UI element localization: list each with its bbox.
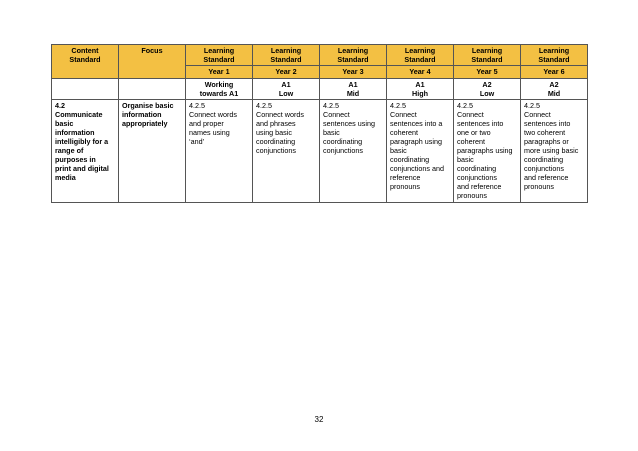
year-cell: Year 4 xyxy=(387,66,454,79)
cell-text-line: Connect xyxy=(323,110,350,119)
cell-text-line: coordinating xyxy=(524,155,564,164)
learning-standard-header: Learning Standard xyxy=(186,45,253,66)
cell-text-line: basic xyxy=(390,146,407,155)
level-line: Low xyxy=(479,89,495,98)
learning-standard-header: Learning Standard xyxy=(387,45,454,66)
learning-standard-cell xyxy=(320,100,387,203)
level-cell xyxy=(521,79,588,100)
cell-text-line: basic xyxy=(55,119,74,128)
cell-text-line: 4.2.5 xyxy=(256,101,272,110)
cell-text-line: 4.2.5 xyxy=(457,101,473,110)
cell-text-line: conjunctions and xyxy=(390,164,444,173)
level-line: Low xyxy=(278,89,294,98)
learning-standard-cell xyxy=(521,100,588,203)
learning-standard-cell xyxy=(186,100,253,203)
cell-text-line: coordinating xyxy=(323,137,363,146)
learning-standard-header: Learning Standard xyxy=(454,45,521,66)
cell-text-line: 4.2.5 xyxy=(323,101,339,110)
cell-text-line: pronouns xyxy=(457,191,487,200)
level-cell xyxy=(454,79,521,100)
cell-text-line: coherent xyxy=(457,137,485,146)
learning-standards-table xyxy=(51,44,588,203)
level-line: Working xyxy=(204,80,234,89)
level-line: A2 xyxy=(482,80,492,89)
learning-standard-cell xyxy=(387,100,454,203)
cell-text-line: 4.2 xyxy=(55,101,65,110)
content-standard-header: Content Standard xyxy=(52,45,119,79)
cell-text-line: coordinating xyxy=(390,155,430,164)
cell-text-line: 4.2.5 xyxy=(189,101,205,110)
learning-standard-cell xyxy=(454,100,521,203)
year-cell: Year 1 xyxy=(186,66,253,79)
level-line: towards A1 xyxy=(199,89,239,98)
cell-text-line: Connect words xyxy=(189,110,237,119)
learning-standard-header: Learning Standard xyxy=(253,45,320,66)
level-line: High xyxy=(412,89,428,98)
cell-text-line: intelligibly for a xyxy=(55,137,109,146)
cell-text-line: Connect xyxy=(457,110,484,119)
cell-text-line: Organise basic xyxy=(122,101,174,110)
learning-standard-cell xyxy=(253,100,320,203)
cell-text-line: sentences into xyxy=(457,119,504,128)
learning-standard-header: Learning Standard xyxy=(521,45,588,66)
level-line: A2 xyxy=(549,80,559,89)
cell-text-line: 4.2.5 xyxy=(390,101,406,110)
level-line: Mid xyxy=(547,89,561,98)
blank-cell xyxy=(52,79,119,100)
cell-text-line: basic xyxy=(323,128,340,137)
year-cell: Year 5 xyxy=(454,66,521,79)
cell-text-line: range of xyxy=(55,146,84,155)
cell-text-line: Connect xyxy=(524,110,551,119)
cell-text-line: Communicate xyxy=(55,110,103,119)
cell-text-line: conjunctions xyxy=(457,173,497,182)
cell-text-line: pronouns xyxy=(524,182,554,191)
cell-text-line: using basic xyxy=(256,128,292,137)
cell-text-line: purposes in xyxy=(55,155,96,164)
cell-text-line: paragraphs using xyxy=(457,146,513,155)
cell-text-line: information xyxy=(55,128,95,137)
level-cell xyxy=(387,79,454,100)
level-cell xyxy=(253,79,320,100)
cell-text-line: Connect words xyxy=(256,110,304,119)
content-row xyxy=(52,100,588,203)
cell-text-line: and proper xyxy=(189,119,224,128)
header-row xyxy=(52,45,588,66)
cell-text-line: more using basic xyxy=(524,146,579,155)
cell-text-line: paragraphs or xyxy=(524,137,569,146)
content-standard-cell xyxy=(52,100,119,203)
cell-text-line: media xyxy=(55,173,76,182)
cell-text-line: conjunctions xyxy=(323,146,363,155)
cell-text-line: conjunctions xyxy=(256,146,296,155)
cell-text-line: appropriately xyxy=(122,119,168,128)
cell-text-line: and reference xyxy=(457,182,502,191)
focus-header: Focus xyxy=(119,45,186,79)
cell-text-line: and reference xyxy=(524,173,569,182)
cell-text-line: ‘and’ xyxy=(189,137,205,146)
cell-text-line: coordinating xyxy=(457,164,497,173)
cell-text-line: Connect xyxy=(390,110,417,119)
cell-text-line: sentences using xyxy=(323,119,375,128)
cell-text-line: coherent xyxy=(390,128,418,137)
cell-text-line: basic xyxy=(457,155,474,164)
level-line: A1 xyxy=(415,80,425,89)
cell-text-line: and phrases xyxy=(256,119,296,128)
cell-text-line: two coherent xyxy=(524,128,566,137)
learning-standard-header: Learning Standard xyxy=(320,45,387,66)
cell-text-line: sentences into a xyxy=(390,119,443,128)
cell-text-line: sentences into xyxy=(524,119,571,128)
level-cell xyxy=(320,79,387,100)
cell-text-line: pronouns xyxy=(390,182,420,191)
level-cell xyxy=(186,79,253,100)
cell-text-line: conjunctions xyxy=(524,164,564,173)
blank-cell xyxy=(119,79,186,100)
page-number: 32 xyxy=(314,415,324,424)
cell-text-line: 4.2.5 xyxy=(524,101,540,110)
focus-cell xyxy=(119,100,186,203)
year-cell: Year 2 xyxy=(253,66,320,79)
year-cell: Year 3 xyxy=(320,66,387,79)
cell-text-line: information xyxy=(122,110,162,119)
cell-text-line: reference xyxy=(390,173,421,182)
cell-text-line: paragraph using xyxy=(390,137,442,146)
cell-text-line: print and digital xyxy=(55,164,109,173)
level-row xyxy=(52,79,588,100)
level-line: Mid xyxy=(346,89,360,98)
level-line: A1 xyxy=(281,80,291,89)
level-line: A1 xyxy=(348,80,358,89)
cell-text-line: one or two xyxy=(457,128,491,137)
cell-text-line: coordinating xyxy=(256,137,296,146)
year-cell: Year 6 xyxy=(521,66,588,79)
cell-text-line: names using xyxy=(189,128,230,137)
